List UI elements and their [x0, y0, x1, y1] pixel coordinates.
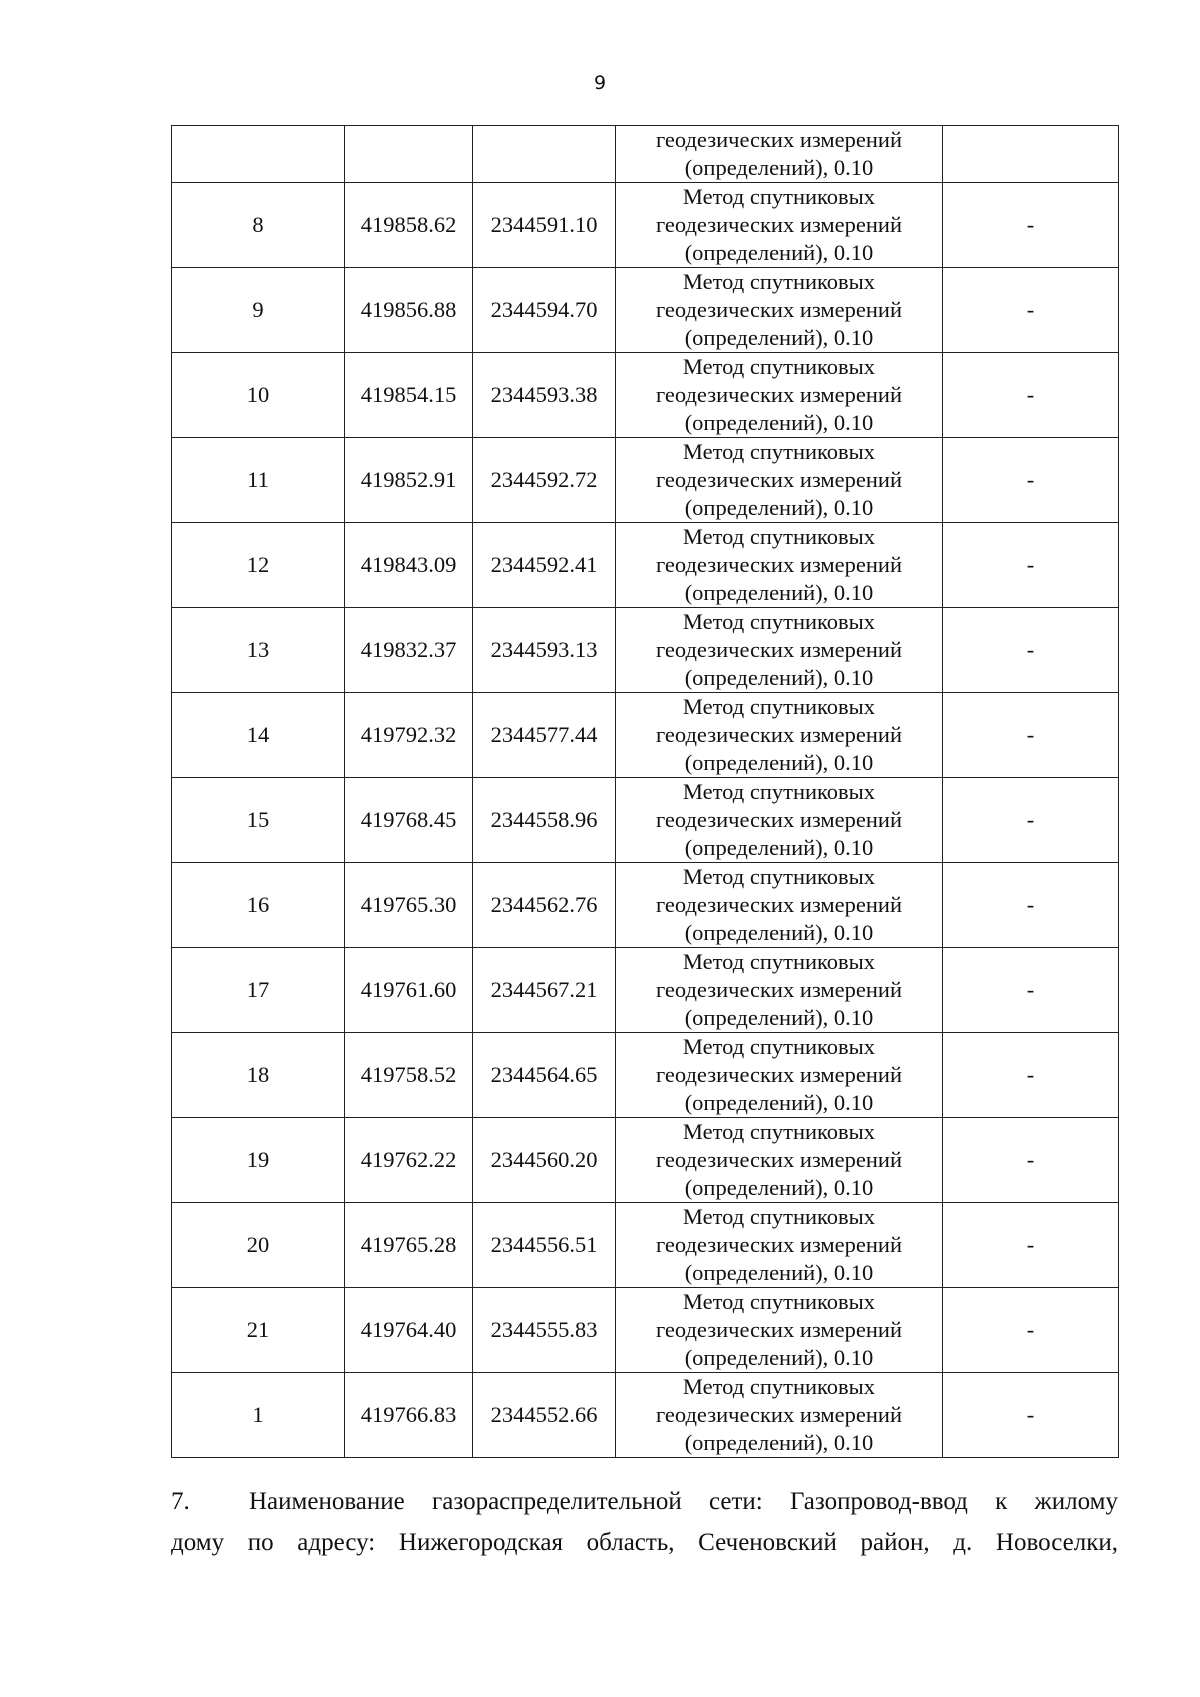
table-row	[172, 948, 1119, 1033]
method-line: (определений), 0.10	[684, 1260, 874, 1285]
method-line: (определений), 0.10	[684, 920, 874, 945]
y-coordinate-cell: 2344567.21	[473, 948, 616, 1033]
method-line: Метод спутниковых	[682, 269, 876, 294]
point-number-cell: 21	[172, 1288, 345, 1373]
point-number-cell: 18	[172, 1033, 345, 1118]
point-number-cell: 10	[172, 353, 345, 438]
table-row	[172, 1033, 1119, 1118]
x-coordinate-cell: 419843.09	[345, 523, 473, 608]
method-cell	[616, 1118, 943, 1203]
y-coordinate-cell: 2344577.44	[473, 693, 616, 778]
method-line: (определений), 0.10	[684, 750, 874, 775]
method-line: (определений), 0.10	[684, 325, 874, 350]
description-cell: -	[943, 1203, 1119, 1288]
method-cell	[616, 126, 943, 183]
method-line: Метод спутниковых	[682, 524, 876, 549]
method-line: геодезических измерений	[655, 1317, 903, 1342]
page-number: 9	[593, 72, 607, 94]
method-line: геодезических измерений	[655, 382, 903, 407]
description-cell: -	[943, 438, 1119, 523]
y-coordinate-cell: 2344592.41	[473, 523, 616, 608]
x-coordinate-cell: 419856.88	[345, 268, 473, 353]
method-line: Метод спутниковых	[682, 1289, 876, 1314]
point-number-cell: 9	[172, 268, 345, 353]
description-cell: -	[943, 1288, 1119, 1373]
x-coordinate-cell: 419762.22	[345, 1118, 473, 1203]
table-row	[172, 523, 1119, 608]
table-row-continued	[172, 126, 1119, 183]
method-line: (определений), 0.10	[684, 1175, 874, 1200]
table-row	[172, 268, 1119, 353]
method-line: геодезических измерений	[655, 1402, 903, 1427]
description-cell: -	[943, 268, 1119, 353]
method-cell	[616, 1033, 943, 1118]
table-row	[172, 183, 1119, 268]
point-number-cell: 8	[172, 183, 345, 268]
section-text-line-2: дому по адресу: Нижегородская область, Сеченовский район, д. Новоселки,	[171, 1529, 1118, 1556]
method-line: Метод спутниковых	[682, 1119, 876, 1144]
method-line: геодезических измерений	[655, 1232, 903, 1257]
table-row	[172, 863, 1119, 948]
method-line: Метод спутниковых	[682, 354, 876, 379]
method-line: Метод спутниковых	[682, 864, 876, 889]
method-line: Метод спутниковых	[682, 694, 876, 719]
x-coordinate-cell: 419854.15	[345, 353, 473, 438]
x-coordinate-cell: 419768.45	[345, 778, 473, 863]
method-cell	[616, 438, 943, 523]
table-row	[172, 1288, 1119, 1373]
point-number-cell: 20	[172, 1203, 345, 1288]
method-cell	[616, 1203, 943, 1288]
method-line: Метод спутниковых	[682, 439, 876, 464]
method-cell	[616, 268, 943, 353]
x-coordinate-cell: 419758.52	[345, 1033, 473, 1118]
method-line: Метод спутниковых	[682, 184, 876, 209]
section-text-line-1: Наименование газораспределительной сети: Газопровод-ввод к жилому	[249, 1488, 1118, 1515]
description-cell: -	[943, 1118, 1119, 1203]
x-coordinate-cell: 419764.40	[345, 1288, 473, 1373]
x-coordinate-cell: 419765.30	[345, 863, 473, 948]
method-line: геодезических измерений	[655, 637, 903, 662]
point-number-cell: 11	[172, 438, 345, 523]
method-line: геодезических измерений	[655, 722, 903, 747]
description-cell: -	[943, 608, 1119, 693]
method-line: геодезических измерений	[655, 467, 903, 492]
method-cell	[616, 693, 943, 778]
y-coordinate-cell: 2344556.51	[473, 1203, 616, 1288]
method-line: (определений), 0.10	[684, 835, 874, 860]
method-cell	[616, 523, 943, 608]
y-coordinate-cell: 2344593.38	[473, 353, 616, 438]
method-line: (определений), 0.10	[684, 1090, 874, 1115]
y-coordinate-cell: 2344591.10	[473, 183, 616, 268]
method-line: геодезических измерений	[655, 297, 903, 322]
method-line: Метод спутниковых	[682, 949, 876, 974]
description-cell	[943, 126, 1119, 183]
method-line: геодезических измерений	[655, 127, 903, 152]
description-cell: -	[943, 523, 1119, 608]
method-line: геодезических измерений	[655, 892, 903, 917]
coordinates-table	[171, 125, 1119, 1458]
table-row	[172, 608, 1119, 693]
method-line: Метод спутниковых	[682, 609, 876, 634]
method-line: геодезических измерений	[655, 977, 903, 1002]
method-line: геодезических измерений	[655, 212, 903, 237]
method-line: Метод спутниковых	[682, 1204, 876, 1229]
method-line: геодезических измерений	[655, 1147, 903, 1172]
description-cell: -	[943, 693, 1119, 778]
x-coordinate-cell: 419792.32	[345, 693, 473, 778]
y-coordinate-cell: 2344555.83	[473, 1288, 616, 1373]
y-coordinate-cell: 2344552.66	[473, 1373, 616, 1458]
point-number-cell: 16	[172, 863, 345, 948]
x-coordinate-cell	[345, 126, 473, 183]
table-row	[172, 1373, 1119, 1458]
method-line: (определений), 0.10	[684, 155, 874, 180]
y-coordinate-cell: 2344560.20	[473, 1118, 616, 1203]
x-coordinate-cell: 419766.83	[345, 1373, 473, 1458]
method-line: (определений), 0.10	[684, 495, 874, 520]
point-number-cell	[172, 126, 345, 183]
section-number: 7.	[171, 1488, 190, 1515]
description-cell: -	[943, 778, 1119, 863]
table-row	[172, 353, 1119, 438]
method-line: (определений), 0.10	[684, 410, 874, 435]
section-7	[171, 1481, 1118, 1563]
description-cell: -	[943, 353, 1119, 438]
description-cell: -	[943, 1033, 1119, 1118]
point-number-cell: 17	[172, 948, 345, 1033]
point-number-cell: 19	[172, 1118, 345, 1203]
point-number-cell: 12	[172, 523, 345, 608]
table-row	[172, 778, 1119, 863]
method-cell	[616, 353, 943, 438]
description-cell: -	[943, 183, 1119, 268]
method-line: геодезических измерений	[655, 1062, 903, 1087]
table-row	[172, 693, 1119, 778]
method-line: (определений), 0.10	[684, 1345, 874, 1370]
x-coordinate-cell: 419858.62	[345, 183, 473, 268]
method-line: геодезических измерений	[655, 552, 903, 577]
method-cell	[616, 863, 943, 948]
method-line: (определений), 0.10	[684, 240, 874, 265]
description-cell: -	[943, 1373, 1119, 1458]
method-line: Метод спутниковых	[682, 1034, 876, 1059]
method-line: (определений), 0.10	[684, 1430, 874, 1455]
y-coordinate-cell: 2344564.65	[473, 1033, 616, 1118]
method-line: геодезических измерений	[655, 807, 903, 832]
point-number-cell: 15	[172, 778, 345, 863]
x-coordinate-cell: 419765.28	[345, 1203, 473, 1288]
table-row	[172, 1203, 1119, 1288]
method-cell	[616, 1373, 943, 1458]
y-coordinate-cell: 2344562.76	[473, 863, 616, 948]
y-coordinate-cell: 2344593.13	[473, 608, 616, 693]
point-number-cell: 1	[172, 1373, 345, 1458]
method-cell	[616, 608, 943, 693]
description-cell: -	[943, 863, 1119, 948]
table-row	[172, 438, 1119, 523]
description-cell: -	[943, 948, 1119, 1033]
method-cell	[616, 183, 943, 268]
y-coordinate-cell: 2344558.96	[473, 778, 616, 863]
y-coordinate-cell: 2344594.70	[473, 268, 616, 353]
y-coordinate-cell: 2344592.72	[473, 438, 616, 523]
point-number-cell: 13	[172, 608, 345, 693]
x-coordinate-cell: 419852.91	[345, 438, 473, 523]
table-body	[172, 183, 1119, 1458]
y-coordinate-cell	[473, 126, 616, 183]
x-coordinate-cell: 419761.60	[345, 948, 473, 1033]
method-cell	[616, 778, 943, 863]
x-coordinate-cell: 419832.37	[345, 608, 473, 693]
method-line: Метод спутниковых	[682, 779, 876, 804]
method-cell	[616, 1288, 943, 1373]
method-line: Метод спутниковых	[682, 1374, 876, 1399]
method-line: (определений), 0.10	[684, 1005, 874, 1030]
method-line: (определений), 0.10	[684, 665, 874, 690]
method-line: (определений), 0.10	[684, 580, 874, 605]
table-row	[172, 1118, 1119, 1203]
method-cell	[616, 948, 943, 1033]
point-number-cell: 14	[172, 693, 345, 778]
